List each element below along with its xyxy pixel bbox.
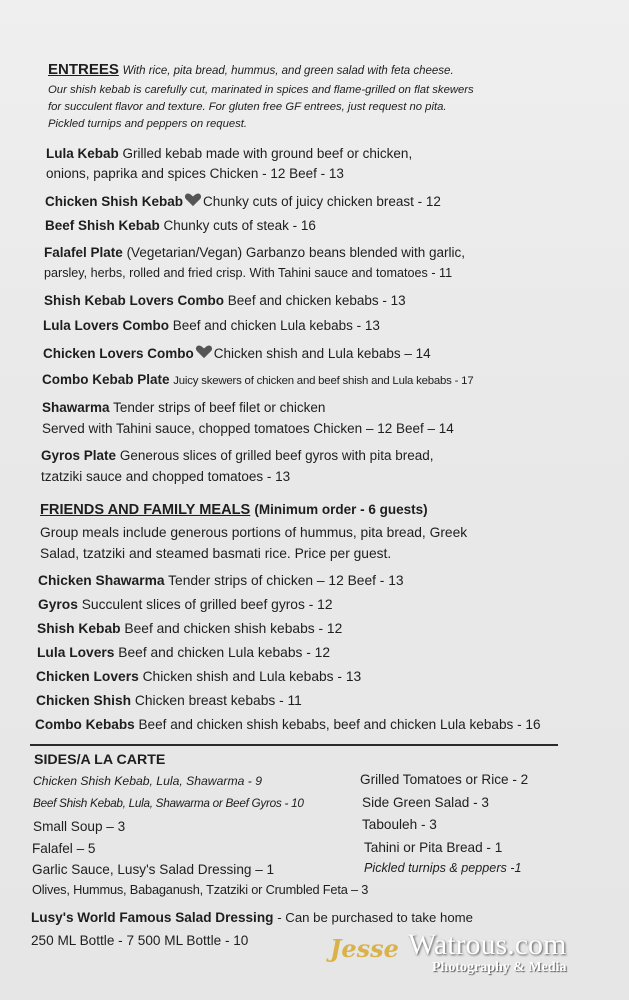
photographer-watermark bbox=[318, 928, 618, 980]
menu-item-shawarma bbox=[42, 400, 325, 415]
item-desc: Beef and chicken kebabs - 13 bbox=[227, 293, 406, 308]
menu-item-combo-kebab-plate bbox=[42, 372, 473, 387]
side-item: Beef Shish Kebab, Lula, Shawarma or Beef Gyros - 10 bbox=[33, 796, 304, 810]
item-desc: Beef and chicken shish kebabs - 12 bbox=[124, 621, 343, 636]
side-item: Chicken Shish Kebab, Lula, Shawarma - 9 bbox=[33, 774, 262, 788]
dressing-name: Lusy's World Famous Salad Dressing bbox=[31, 910, 274, 925]
heart-icon bbox=[184, 193, 202, 207]
item-desc: Chunky cuts of juicy chicken breast - 12 bbox=[203, 194, 441, 209]
side-item: Garlic Sauce, Lusy's Salad Dressing – 1 bbox=[32, 862, 275, 877]
item-desc: Grilled kebab made with ground beef or chicken, bbox=[122, 146, 413, 161]
item-name: Shish Kebab bbox=[37, 621, 121, 636]
family-item bbox=[37, 645, 330, 660]
item-desc: Generous slices of grilled beef gyros with pita bread, bbox=[119, 448, 434, 463]
dressing-bottles: 250 ML Bottle - 7 500 ML Bottle - 10 bbox=[31, 933, 249, 948]
item-name: Chicken Shawarma bbox=[38, 573, 165, 588]
item-desc: Succulent slices of grilled beef gyros - 12 bbox=[81, 597, 333, 612]
entrees-intro-line: for succulent flavor and texture. For gluten free GF entrees, just request no pita. bbox=[48, 101, 447, 113]
family-item bbox=[38, 597, 333, 612]
entrees-title: ENTREES bbox=[48, 61, 119, 78]
family-header bbox=[40, 502, 428, 518]
item-name: Chicken Lovers bbox=[36, 669, 139, 684]
menu-item-shish-kebab-lovers-combo bbox=[44, 293, 406, 308]
item-name: Shish Kebab Lovers Combo bbox=[44, 293, 225, 308]
family-item bbox=[37, 621, 342, 636]
entrees-intro-line: Pickled turnips and peppers on request. bbox=[48, 118, 248, 130]
menu-item-gyros-plate bbox=[41, 448, 433, 463]
family-intro-line: Salad, tzatziki and steamed basmati rice. Price per guest. bbox=[40, 546, 392, 561]
item-name: Gyros Plate bbox=[41, 448, 117, 463]
family-item bbox=[38, 573, 404, 588]
watermark-second: Watrous.com bbox=[408, 928, 567, 961]
sides-title: SIDES/A LA CARTE bbox=[34, 752, 166, 768]
family-intro-line: Group meals include generous portions of hummus, pita bread, Greek bbox=[40, 525, 468, 540]
entrees-intro-line: Our shish kebab is carefully cut, marinated in spices and flame-grilled on flat skewers bbox=[48, 84, 474, 96]
item-name: Lula Lovers Combo bbox=[43, 318, 170, 333]
family-item bbox=[36, 669, 361, 684]
item-desc: Chicken shish and Lula kebabs – 14 bbox=[213, 346, 431, 361]
item-name: Lula Lovers bbox=[37, 645, 115, 660]
entrees-header bbox=[48, 61, 454, 78]
item-desc: Chicken shish and Lula kebabs - 13 bbox=[142, 669, 362, 684]
item-desc: Tender strips of chicken – 12 Beef - 13 bbox=[168, 573, 404, 588]
side-item: Side Green Salad - 3 bbox=[362, 795, 489, 810]
side-item: Tabouleh - 3 bbox=[362, 817, 437, 832]
item-desc: onions, paprika and spices Chicken - 12 Beef - 13 bbox=[46, 166, 344, 181]
side-item: Falafel – 5 bbox=[32, 841, 96, 856]
menu-item-lula-lovers-combo bbox=[43, 318, 380, 333]
item-name: Falafel Plate bbox=[44, 245, 123, 260]
menu-item-lula-kebab bbox=[46, 146, 412, 161]
heart-icon bbox=[195, 345, 213, 359]
item-name: Combo Kebab Plate bbox=[42, 372, 170, 387]
menu-item-chicken-lovers-combo bbox=[43, 345, 431, 361]
menu-item-chicken-shish-kebab bbox=[45, 193, 441, 209]
item-desc: Juicy skewers of chicken and beef shish and Lula kebabs - 17 bbox=[173, 375, 474, 387]
side-item: Tahini or Pita Bread - 1 bbox=[364, 840, 503, 855]
item-desc: Beef and chicken Lula kebabs - 13 bbox=[172, 318, 380, 333]
entrees-intro-first: With rice, pita bread, hummus, and green salad with feta cheese. bbox=[122, 65, 454, 77]
item-desc: Chunky cuts of steak - 16 bbox=[163, 218, 316, 233]
item-name: Shawarma bbox=[42, 400, 110, 415]
menu-item-falafel-plate bbox=[44, 245, 465, 260]
family-note: (Minimum order - 6 guests) bbox=[254, 502, 428, 517]
side-item: Olives, Hummus, Babaganush, Tzatziki or Crumbled Feta – 3 bbox=[32, 882, 369, 897]
item-name: Chicken Shish bbox=[36, 693, 132, 708]
dressing-line bbox=[31, 910, 473, 925]
side-item: Grilled Tomatoes or Rice - 2 bbox=[360, 772, 529, 787]
item-name: Beef Shish Kebab bbox=[45, 218, 160, 233]
item-desc: Beef and chicken Lula kebabs - 12 bbox=[118, 645, 330, 660]
item-name: Lula Kebab bbox=[46, 146, 119, 161]
item-desc: Tender strips of beef filet or chicken bbox=[113, 400, 326, 415]
item-desc: Chicken breast kebabs - 11 bbox=[134, 693, 302, 708]
item-desc: Served with Tahini sauce, chopped tomatoes Chicken – 12 Beef – 14 bbox=[42, 421, 454, 436]
item-desc: (Vegetarian/Vegan) Garbanzo beans blended with garlic, bbox=[126, 245, 466, 260]
side-item: Small Soup – 3 bbox=[33, 819, 126, 834]
item-desc: parsley, herbs, rolled and fried crisp. With Tahini sauce and tomatoes - 11 bbox=[44, 266, 453, 280]
family-item bbox=[35, 717, 541, 732]
menu-item-beef-shish-kebab bbox=[45, 218, 316, 233]
item-name: Combo Kebabs bbox=[35, 717, 135, 732]
item-name: Gyros bbox=[38, 597, 78, 612]
watermark-sub: Photography & Media bbox=[432, 960, 567, 975]
item-name: Chicken Lovers Combo bbox=[43, 346, 194, 361]
watermark-first: Jesse bbox=[330, 934, 399, 963]
dressing-note: - Can be purchased to take home bbox=[277, 910, 473, 925]
family-title: FRIENDS AND FAMILY MEALS bbox=[40, 502, 251, 518]
item-desc: tzatziki sauce and chopped tomatoes - 13 bbox=[41, 469, 291, 484]
item-desc: Beef and chicken shish kebabs, beef and chicken Lula kebabs - 16 bbox=[138, 717, 541, 732]
side-item: Pickled turnips & peppers -1 bbox=[364, 861, 522, 875]
section-divider bbox=[30, 744, 558, 746]
family-item bbox=[36, 693, 302, 708]
item-name: Chicken Shish Kebab bbox=[45, 194, 184, 209]
